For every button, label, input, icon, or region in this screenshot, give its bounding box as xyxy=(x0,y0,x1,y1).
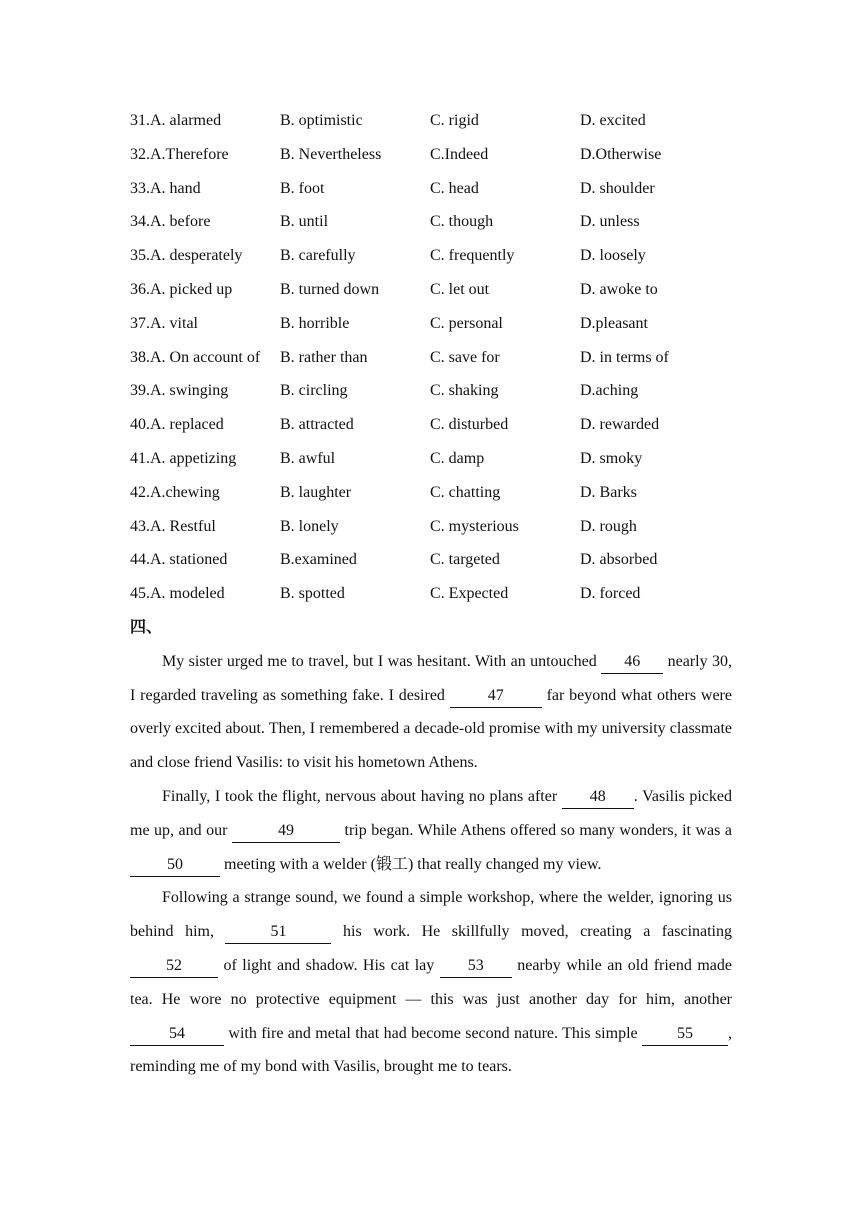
passage-text: nearby while an old friend made tea. He wore no protective equipment — this was just another day for him, another xyxy=(130,956,733,1008)
passage-text: . Vasilis picked me up, and our xyxy=(130,787,733,839)
option-row xyxy=(130,476,732,510)
option-a[interactable]: 41.A. appetizing xyxy=(130,449,237,467)
option-d[interactable]: D. excited xyxy=(580,112,646,129)
option-c[interactable]: C. let out xyxy=(430,280,490,298)
passage-text: nearly 30, I regarded traveling as something fake. I desired xyxy=(130,652,732,704)
options-list xyxy=(130,104,732,611)
option-a[interactable]: 40.A. replaced xyxy=(130,416,224,434)
option-row xyxy=(130,172,732,206)
passage-text: his work. He skillfully moved, creating a fascinating xyxy=(331,923,733,941)
option-d[interactable]: D. unless xyxy=(580,213,640,231)
option-a[interactable]: 31.A. alarmed xyxy=(130,112,222,129)
passage-text: far beyond what others were overly excited about. Then, I remembered a decade-old promise with my university classmate and close friend Vasilis: to visit his hometown Athens. xyxy=(130,686,732,772)
option-c[interactable]: C. though xyxy=(430,213,494,231)
option-c[interactable]: C. save for xyxy=(430,348,500,366)
option-d[interactable]: D. in terms of xyxy=(580,348,669,366)
option-c[interactable]: C.Indeed xyxy=(430,145,489,163)
option-row xyxy=(130,510,732,544)
blank-49[interactable]: 49 xyxy=(232,820,340,843)
option-d[interactable]: D.aching xyxy=(580,382,639,400)
blank-55[interactable]: 55 xyxy=(642,1023,728,1046)
option-row xyxy=(130,408,732,442)
option-d[interactable]: D.pleasant xyxy=(580,314,648,332)
option-b[interactable]: B. horrible xyxy=(280,314,350,332)
option-b[interactable]: B. circling xyxy=(280,382,348,400)
passage-text: meeting with a welder (锻工) that really changed my view. xyxy=(220,855,602,873)
option-a[interactable]: 38.A. On account of xyxy=(130,348,261,366)
passage-text: Finally, I took the flight, nervous about having no plans after xyxy=(162,787,562,805)
option-a[interactable]: 32.A.Therefore xyxy=(130,145,229,163)
option-row xyxy=(130,442,732,476)
option-a[interactable]: 33.A. hand xyxy=(130,179,201,197)
option-a[interactable]: 35.A. desperately xyxy=(130,247,243,265)
passage-text: with fire and metal that had become second nature. This simple xyxy=(224,1024,642,1042)
option-b[interactable]: B. attracted xyxy=(280,416,354,434)
blank-54[interactable]: 54 xyxy=(130,1023,224,1046)
option-c[interactable]: C. rigid xyxy=(430,112,479,129)
option-b[interactable]: B. rather than xyxy=(280,348,368,366)
option-a[interactable]: 36.A. picked up xyxy=(130,280,233,298)
passage-text: Following a strange sound, we found a simple workshop, where the welder, ignoring us behind him, xyxy=(130,889,732,941)
option-a[interactable]: 44.A. stationed xyxy=(130,551,228,569)
option-c[interactable]: C. targeted xyxy=(430,551,500,569)
blank-47[interactable]: 47 xyxy=(450,685,542,708)
option-row xyxy=(130,205,732,239)
option-d[interactable]: D. smoky xyxy=(580,449,643,467)
option-a[interactable]: 37.A. vital xyxy=(130,314,198,332)
option-a[interactable]: 34.A. before xyxy=(130,213,211,231)
exam-page xyxy=(130,104,732,1084)
passage-paragraph-1 xyxy=(130,645,732,780)
blank-48[interactable]: 48 xyxy=(562,786,634,809)
passage-text: trip began. While Athens offered so many wonders, it was a xyxy=(340,821,732,839)
passage-paragraph-3 xyxy=(130,881,732,1084)
option-c[interactable]: C. shaking xyxy=(430,382,499,400)
option-row xyxy=(130,273,732,307)
option-row xyxy=(130,374,732,408)
option-b[interactable]: B. foot xyxy=(280,179,325,197)
option-row xyxy=(130,104,732,138)
passage-paragraph-2 xyxy=(130,780,732,881)
option-b[interactable]: B. lonely xyxy=(280,517,339,535)
blank-53[interactable]: 53 xyxy=(440,955,512,978)
option-c[interactable]: C. disturbed xyxy=(430,416,509,434)
option-c[interactable]: C. Expected xyxy=(430,585,509,603)
option-d[interactable]: D. absorbed xyxy=(580,551,658,569)
option-b[interactable]: B. awful xyxy=(280,449,336,467)
blank-52[interactable]: 52 xyxy=(130,955,218,978)
option-b[interactable]: B. until xyxy=(280,213,329,231)
option-row xyxy=(130,138,732,172)
passage-text: , reminding me of my bond with Vasilis, brought me to tears. xyxy=(130,1024,732,1076)
option-d[interactable]: D. loosely xyxy=(580,247,646,265)
option-d[interactable]: D. shoulder xyxy=(580,179,655,197)
option-a[interactable]: 39.A. swinging xyxy=(130,382,229,400)
option-d[interactable]: D.Otherwise xyxy=(580,145,662,163)
blank-46[interactable]: 46 xyxy=(601,651,663,674)
option-a[interactable]: 42.A.chewing xyxy=(130,483,220,501)
option-row xyxy=(130,543,732,577)
option-row xyxy=(130,307,732,341)
option-b[interactable]: B. optimistic xyxy=(280,112,363,129)
option-d[interactable]: D. rough xyxy=(580,517,637,535)
option-b[interactable]: B. Nevertheless xyxy=(280,145,382,163)
option-b[interactable]: B. laughter xyxy=(280,483,352,501)
option-c[interactable]: C. mysterious xyxy=(430,517,519,535)
option-c[interactable]: C. frequently xyxy=(430,247,515,265)
option-row xyxy=(130,239,732,273)
blank-51[interactable]: 51 xyxy=(225,921,331,944)
option-b[interactable]: B. turned down xyxy=(280,280,380,298)
option-d[interactable]: D. awoke to xyxy=(580,280,658,298)
option-c[interactable]: C. damp xyxy=(430,449,485,467)
option-d[interactable]: D. Barks xyxy=(580,483,637,501)
option-c[interactable]: C. chatting xyxy=(430,483,501,501)
passage-text: of light and shadow. His cat lay xyxy=(218,956,440,974)
option-b[interactable]: B. carefully xyxy=(280,247,356,265)
option-row xyxy=(130,577,732,611)
option-row xyxy=(130,341,732,375)
option-d[interactable]: D. rewarded xyxy=(580,416,660,434)
blank-50[interactable]: 50 xyxy=(130,854,220,877)
option-b[interactable]: B. spotted xyxy=(280,585,345,603)
option-c[interactable]: C. head xyxy=(430,179,479,197)
option-a[interactable]: 45.A. modeled xyxy=(130,585,225,603)
option-c[interactable]: C. personal xyxy=(430,314,503,332)
passage-text: My sister urged me to travel, but I was hesitant. With an untouched xyxy=(162,652,602,670)
option-d[interactable]: D. forced xyxy=(580,585,641,603)
option-a[interactable]: 43.A. Restful xyxy=(130,517,216,535)
option-b[interactable]: B.examined xyxy=(280,551,357,569)
section-heading: 四、 xyxy=(130,618,163,636)
